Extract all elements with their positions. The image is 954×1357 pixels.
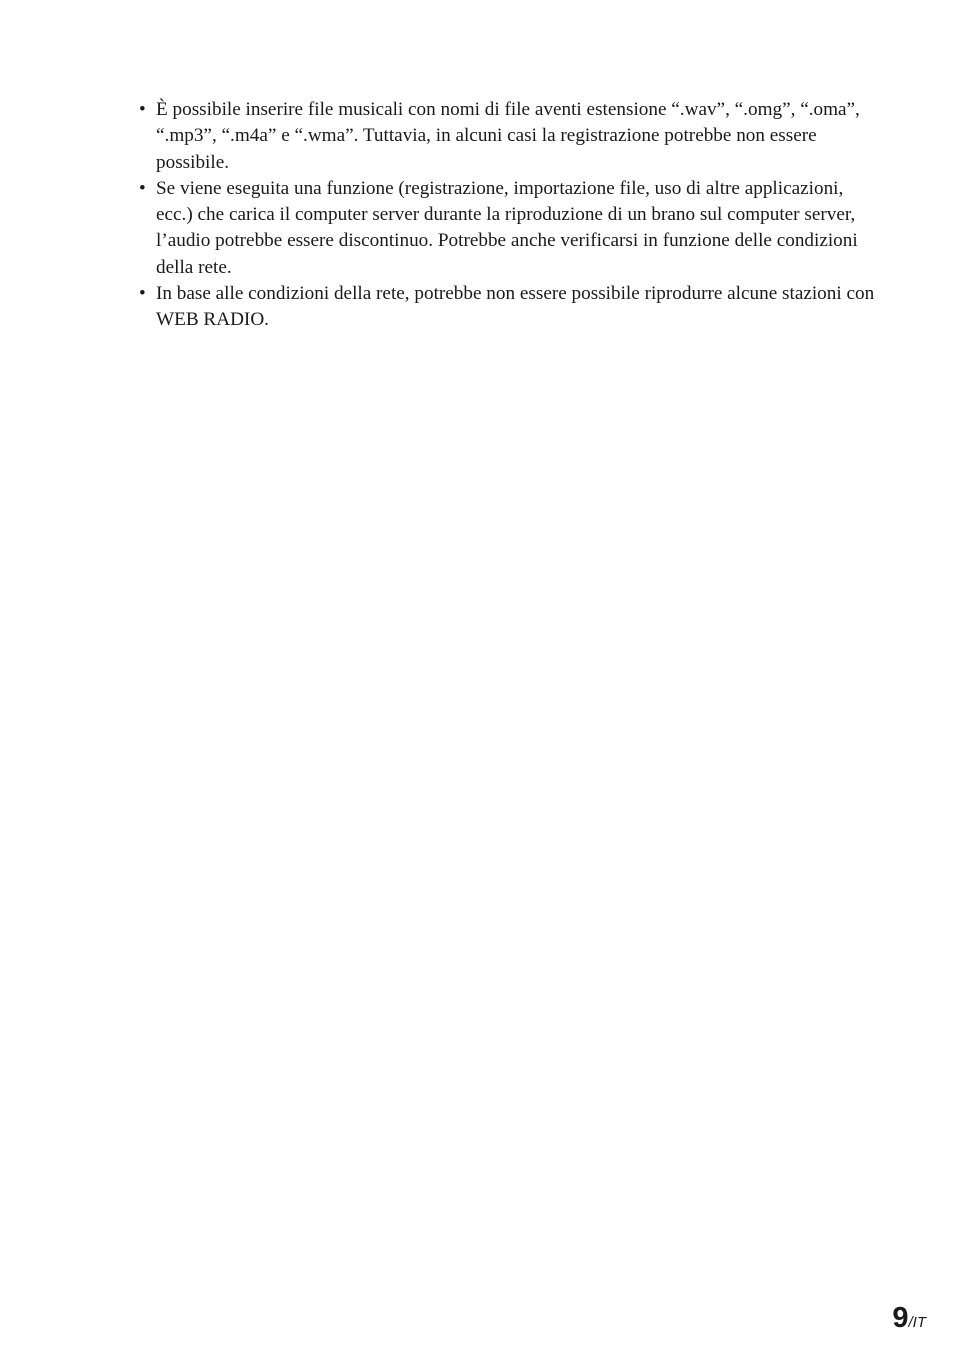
list-item — [139, 97, 884, 176]
bullet-icon: • — [139, 177, 146, 199]
list-item-text: Se viene eseguita una funzione (registrazione, importazione file, uso di altre applicazioni, ecc.) che carica il computer server durante la riproduzione di un brano sul computer server, l’audio potrebbe essere discontinuo. Potrebbe anche verificarsi in funzione delle condizioni della rete. — [156, 177, 858, 278]
list-item — [139, 281, 884, 334]
page-number-digit: 9 — [892, 1302, 909, 1334]
page-number — [892, 1302, 926, 1335]
notes-bullet-list — [139, 97, 884, 334]
list-item-text: In base alle condizioni della rete, potrebbe non essere possibile riprodurre alcune stazioni con WEB RADIO. — [156, 283, 875, 331]
list-item-text: È possibile inserire file musicali con nomi di file aventi estensione “.wav”, “.omg”, “.oma”, “.mp3”, “.m4a” e “.wma”. Tuttavia, in alcuni casi la registrazione potrebbe non essere possibile. — [156, 99, 860, 173]
language-code: /IT — [908, 1314, 926, 1331]
bullet-icon: • — [139, 283, 146, 305]
list-item — [139, 176, 884, 281]
bullet-icon: • — [139, 99, 146, 120]
